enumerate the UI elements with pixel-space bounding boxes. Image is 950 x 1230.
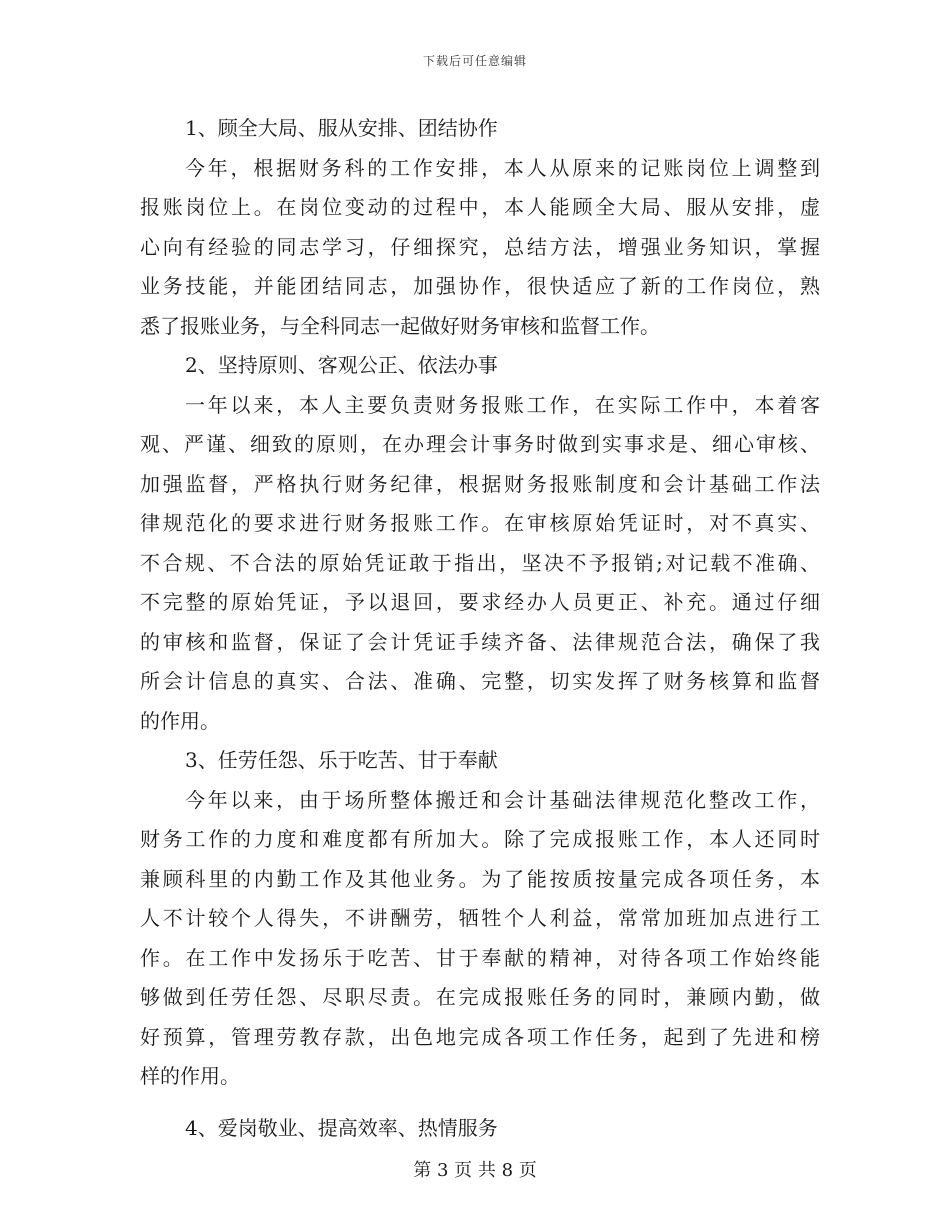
paragraph-line: 业务技能，并能团结同志，加强协作，很快适应了新的工作岗位，熟 <box>140 274 820 298</box>
paragraph-line: 报账岗位上。在岗位变动的过程中，本人能顾全大局、服从安排，虚 <box>140 195 820 219</box>
paragraph-line: 好预算，管理劳教存款，出色地完成各项工作任务，起到了先进和榜 <box>140 1024 820 1049</box>
page-header: 下载后可任意编辑 <box>422 54 527 68</box>
paragraph-line: 作。在工作中发扬乐于吃苦、甘于奉献的精神，对待各项工作始终能 <box>140 945 820 970</box>
paragraph-line: 人不计较个人得失，不讲酬劳，牺牲个人利益，常常加班加点进行工 <box>140 906 820 930</box>
section-heading: 1、顾全大局、服从安排、团结协作 <box>185 116 498 140</box>
paragraph-line: 所会计信息的真实、合法、准确、完整，切实发挥了财务核算和监督 <box>140 669 820 693</box>
section-heading: 2、坚持原则、客观公正、依法办事 <box>185 353 498 377</box>
paragraph-line: 财务工作的力度和难度都有所加大。除了完成报账工作，本人还同时 <box>140 827 820 851</box>
paragraph-line: 兼顾科里的内勤工作及其他业务。为了能按质按量完成各项任务，本 <box>140 866 820 891</box>
paragraph-line: 律规范化的要求进行财务报账工作。在审核原始凭证时，对不真实、 <box>140 511 820 535</box>
paragraph-line: 悉了报账业务，与全科同志一起做好财务审核和监督工作。 <box>140 313 660 338</box>
section-spacer <box>140 1097 820 1109</box>
paragraph-line: 不合规、不合法的原始凭证敢于指出，坚决不予报销;对记载不准确、 <box>140 550 820 575</box>
paragraph-line: 不完整的原始凭证，予以退回，要求经办人员更正、补充。通过仔细 <box>140 590 820 614</box>
paragraph-line: 一年以来，本人主要负责财务报账工作，在实际工作中，本着客 <box>185 392 820 417</box>
page-number-footer: 第 3 页 共 8 页 <box>413 1160 537 1181</box>
paragraph-line: 心向有经验的同志学习，仔细探究，总结方法，增强业务知识，掌握 <box>140 234 820 259</box>
paragraph-line: 加强监督，严格执行财务纪律，根据财务报账制度和会计基础工作法 <box>140 471 820 496</box>
paragraph-line: 今年以来，由于场所整体搬迁和会计基础法律规范化整改工作， <box>185 787 820 812</box>
paragraph-line: 的作用。 <box>140 708 220 733</box>
section-heading: 4、爱岗敬业、提高效率、热情服务 <box>185 1115 498 1140</box>
paragraph-line: 今年，根据财务科的工作安排，本人从原来的记账岗位上调整到 <box>185 155 820 180</box>
paragraph-line: 观、严谨、细致的原则，在办理会计事务时做到实事求是、细心审核、 <box>140 432 820 456</box>
paragraph-line: 够做到任劳任怨、尽职尽责。在完成报账任务的同时，兼顾内勤，做 <box>140 985 820 1009</box>
document-body <box>140 109 820 1148</box>
paragraph-line: 的审核和监督，保证了会计凭证手续齐备、法律规范合法，确保了我 <box>140 629 820 654</box>
section-heading: 3、任劳任怨、乐于吃苦、甘于奉献 <box>185 748 498 772</box>
paragraph-line: 样的作用。 <box>140 1064 240 1088</box>
